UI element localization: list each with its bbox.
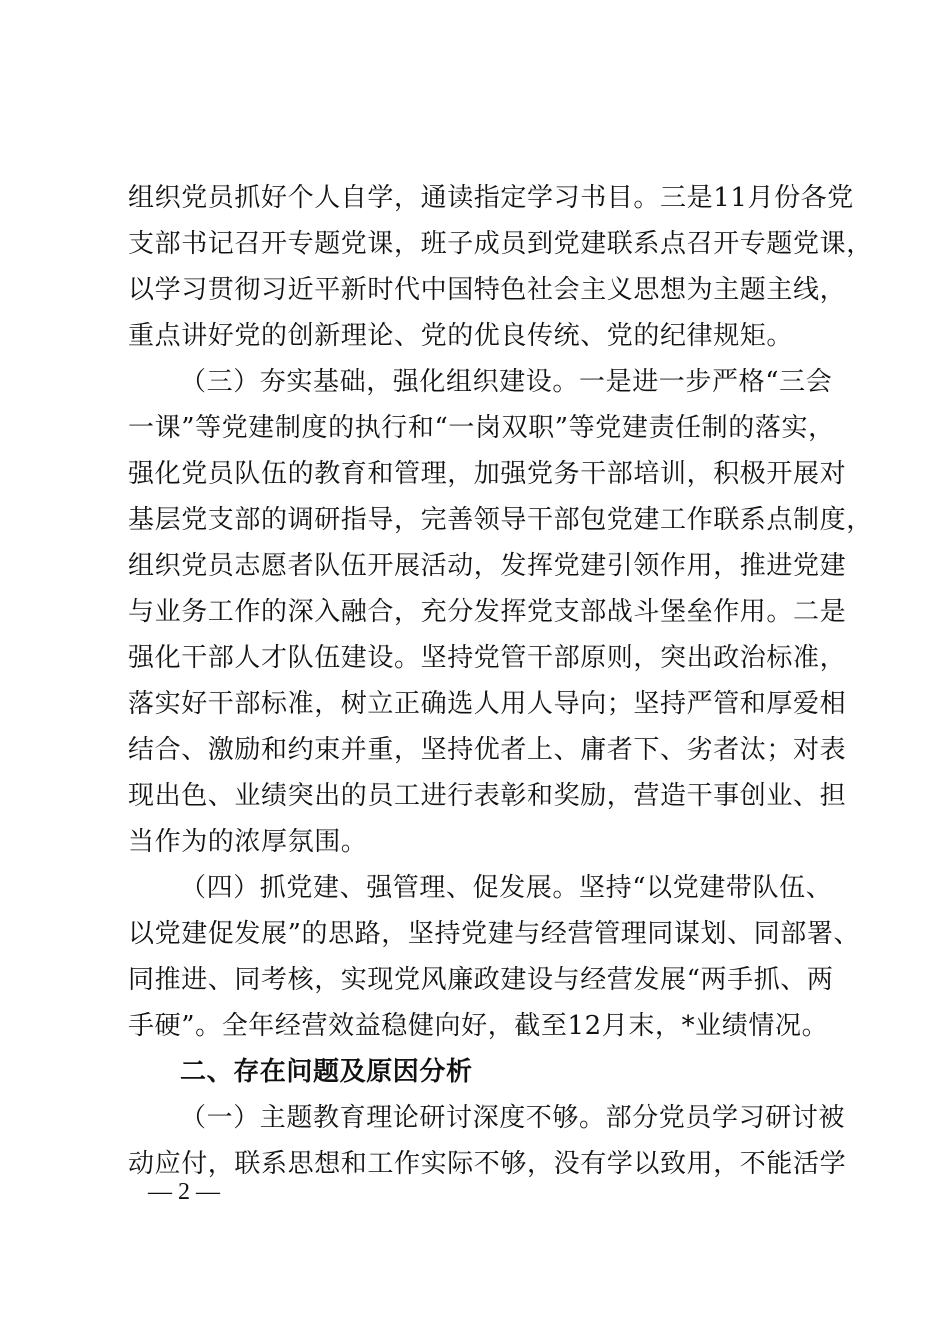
section-heading-three: （三）夯实基础，强化组织建设。一是进一步严格“三会 [180, 367, 833, 397]
text-line-19: 手硬”。全年经营效益稳健向好，截至12月末，*业绩情况。 [128, 1011, 829, 1041]
chapter-heading: 二、存在问题及原因分析 [180, 1057, 473, 1087]
text-line-12: 落实好干部标准，树立正确选人用人导向；坚持严管和厚爱相 [128, 689, 847, 719]
text-line-2: 支部书记召开专题党课，班子成员到党建联系点召开专题党课， [128, 229, 873, 259]
section-heading-four: （四）抓党建、强管理、促发展。坚持“以党建带队伍、 [180, 873, 833, 903]
subsection-heading-one: （一）主题教育理论研讨深度不够。部分党员学习研讨被 [180, 1103, 846, 1133]
text-line-15: 当作为的浓厚氛围。 [128, 827, 368, 857]
text-line-11: 强化干部人才队伍建设。坚持党管干部原则，突出政治标准， [128, 643, 847, 673]
text-line-10: 与业务工作的深入融合，充分发挥党支部战斗堡垒作用。二是 [128, 597, 847, 627]
text-line-6: 一课”等党建制度的执行和“一岗双职”等党建责任制的落实， [128, 413, 835, 443]
text-line-13: 结合、激励和约束并重，坚持优者上、庸者下、劣者汰；对表 [128, 735, 847, 765]
text-line-14: 现出色、业绩突出的员工进行表彰和奖励，营造干事创业、担 [128, 781, 847, 811]
text-line-4: 重点讲好党的创新理论、党的优良传统、党的纪律规矩。 [128, 321, 794, 351]
text-line-3: 以学习贯彻习近平新时代中国特色社会主义思想为主题主线， [128, 275, 847, 305]
text-line-1: 组织党员抓好个人自学，通读指定学习书目。三是11月份各党 [128, 183, 854, 213]
text-line-9: 组织党员志愿者队伍开展活动，发挥党建引领作用，推进党建 [128, 551, 847, 581]
text-line-22: 动应付，联系思想和工作实际不够，没有学以致用，不能活学 [128, 1149, 847, 1179]
text-line-17: 以党建促发展”的思路，坚持党建与经营管理同谋划、同部署、 [128, 919, 861, 949]
text-line-8: 基层党支部的调研指导，完善领导干部包党建工作联系点制度， [128, 505, 873, 535]
text-line-18: 同推进、同考核，实现党风廉政建设与经营发展“两手抓、两 [128, 965, 834, 995]
text-line-7: 强化党员队伍的教育和管理，加强党务干部培训，积极开展对 [128, 459, 847, 489]
page-number: — 2 — [148, 1179, 220, 1205]
